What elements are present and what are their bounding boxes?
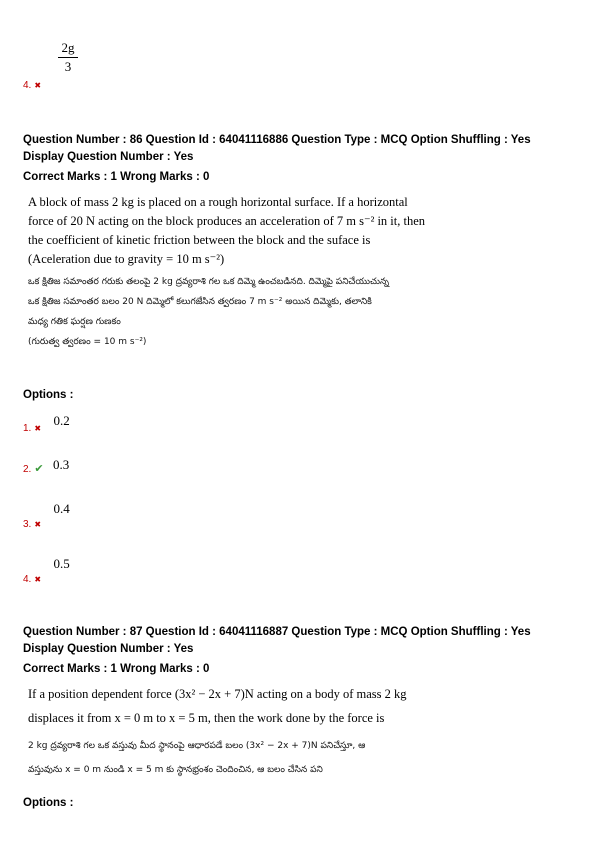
option-value: 0.4 bbox=[53, 501, 70, 516]
option-number: 4. bbox=[23, 574, 32, 585]
q86-options-label: Options : bbox=[23, 389, 74, 401]
q87-options-label: Options : bbox=[23, 797, 74, 809]
q87-telugu-text bbox=[28, 734, 588, 782]
option-number: 3. bbox=[23, 519, 32, 530]
option-value: 0.5 bbox=[53, 556, 70, 571]
option-number: 2. bbox=[23, 464, 32, 475]
option-value: 0.3 bbox=[53, 457, 70, 472]
cross-icon: ✖ bbox=[34, 575, 42, 584]
q86-telugu-line: ఒక క్షితిజ సమాంతర బలం 20 N దిమ్మెలో కలుగజేసిన త్వరణం 7 m s⁻² అయిన దిమ్మెకు, తలానికి bbox=[28, 297, 372, 307]
q86-header-line1: Question Number : 86 Question Id : 64041116886 Question Type : MCQ Option Shuffling : Yes bbox=[23, 134, 531, 146]
q87-english-line: displaces it from x = 0 m to x = 5 m, then the work done by the force is bbox=[28, 711, 385, 725]
option-number: 1. bbox=[23, 423, 32, 434]
check-icon: ✔ bbox=[34, 463, 44, 475]
q86-telugu-text bbox=[28, 272, 588, 352]
q86-english-line: (Aceleration due to gravity = 10 m s⁻²) bbox=[28, 252, 225, 266]
q87-english-line: If a position dependent force (3x² − 2x + 7)N acting on a body of mass 2 kg bbox=[28, 687, 407, 701]
cross-icon: ✖ bbox=[34, 424, 42, 433]
q87-telugu-line: వస్తువును x = 0 m నుండి x = 5 m కు స్థానభ్రంశం చెందించిన, ఆ బలం చేసిన పని bbox=[28, 765, 323, 775]
cross-icon: ✖ bbox=[34, 81, 42, 90]
q86-english-line: A block of mass 2 kg is placed on a rough horizontal surface. If a horizontal bbox=[28, 195, 408, 209]
q86-header-line2: Display Question Number : Yes bbox=[23, 151, 194, 163]
q86-english-text bbox=[28, 193, 588, 269]
q86-english-line: the coefficient of kinetic friction between the block and the suface is bbox=[28, 233, 371, 247]
option-value: 0.2 bbox=[53, 413, 70, 428]
q86-telugu-line: ఒక క్షితిజ సమాంతర గరుకు తలంపై 2 kg ద్రవ్యరాశి గల ఒక దిమ్మె ఉంచబడినది. దిమ్మెపై పనిచేయుచున్న bbox=[28, 277, 389, 287]
q87-header-line2: Display Question Number : Yes bbox=[23, 643, 194, 655]
q86-english-line: force of 20 N acting on the block produces an acceleration of 7 m s⁻² in it, then bbox=[28, 214, 426, 228]
q87-header-line1: Question Number : 87 Question Id : 64041116887 Question Type : MCQ Option Shuffling : Yes bbox=[23, 626, 531, 638]
q86-telugu-line: (గురుత్వ త్వరణం = 10 m s⁻²) bbox=[28, 337, 147, 347]
fraction-denominator: 3 bbox=[64, 59, 72, 74]
q86-option-2[interactable] bbox=[23, 456, 69, 474]
q86-option-4[interactable] bbox=[23, 555, 70, 585]
fraction-numerator: 2g bbox=[61, 40, 75, 55]
q86-telugu-line: మధ్య గతిక ఘర్షణ గుణకం bbox=[28, 317, 121, 327]
q87-english-text bbox=[28, 682, 588, 730]
option-number: 4. bbox=[23, 80, 32, 91]
q86-marks: Correct Marks : 1 Wrong Marks : 0 bbox=[23, 171, 210, 183]
q87-telugu-line: 2 kg ద్రవ్యరాశి గల ఒక వస్తువు మీద స్థానంపై ఆధారపడే బలం (3x² − 2x + 7)N పనిచేస్తూ, ఆ bbox=[28, 741, 366, 751]
cross-icon: ✖ bbox=[34, 520, 42, 529]
q86-option-1[interactable] bbox=[23, 412, 70, 434]
fraction-bar bbox=[58, 57, 78, 58]
q87-marks: Correct Marks : 1 Wrong Marks : 0 bbox=[23, 663, 210, 675]
q86-option-3[interactable] bbox=[23, 500, 70, 530]
prev-option-4-marker bbox=[23, 75, 41, 93]
prev-option-4-fraction bbox=[56, 40, 80, 75]
